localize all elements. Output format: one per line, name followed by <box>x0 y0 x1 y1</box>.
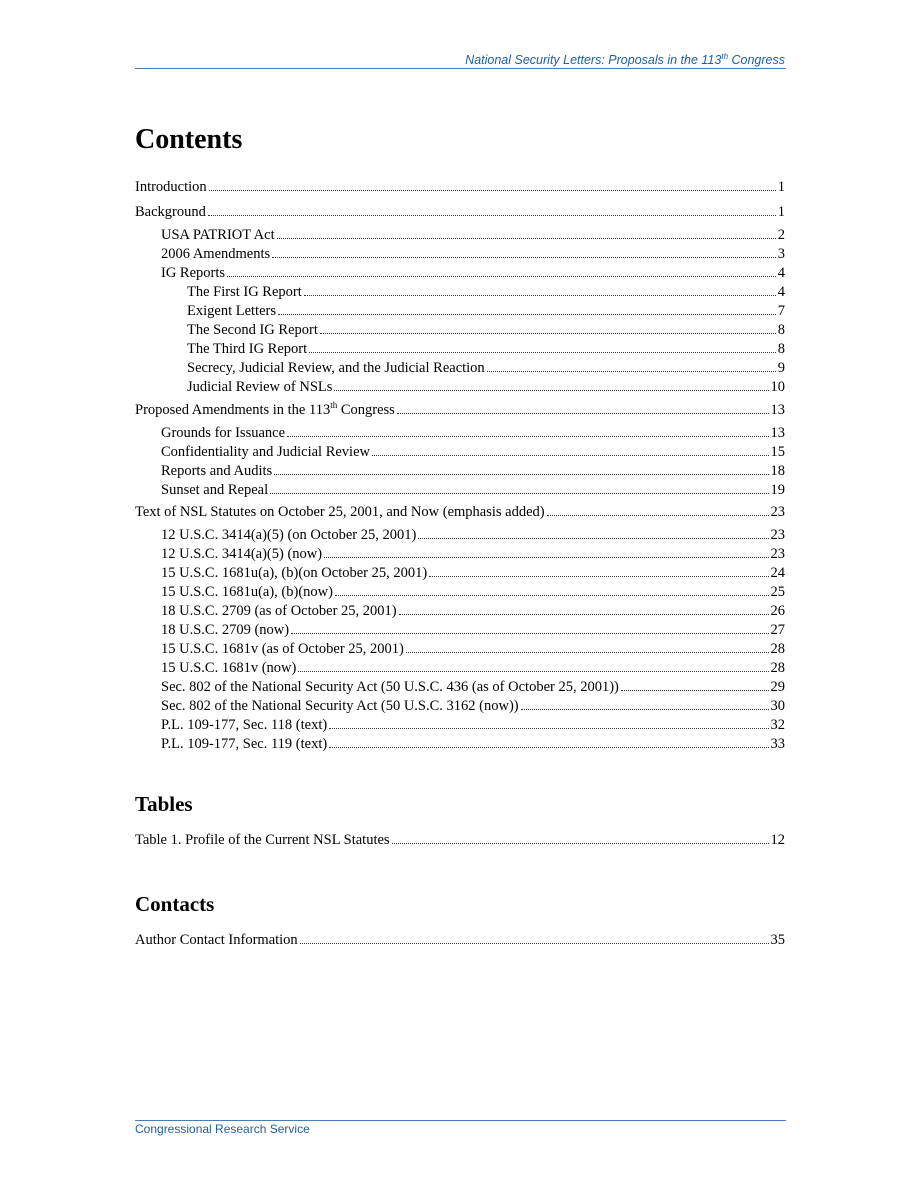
toc-entry-title: Sec. 802 of the National Security Act (50 U.S.C. 3162 (now)) <box>161 698 519 714</box>
toc-dot-leader <box>429 564 768 577</box>
toc-dot-leader <box>209 178 776 191</box>
toc-entry[interactable] <box>161 226 785 244</box>
tables-heading: Tables <box>135 792 193 816</box>
running-header <box>135 52 785 67</box>
toc-dot-leader <box>399 602 769 615</box>
toc-entry[interactable] <box>135 401 785 419</box>
toc-dot-leader <box>208 203 776 216</box>
toc-entry[interactable] <box>161 716 785 734</box>
toc-entry[interactable] <box>161 640 785 658</box>
toc-entry-title: Sunset and Repeal <box>161 482 269 498</box>
toc-entry-title: Sec. 802 of the National Security Act (50 U.S.C. 436 (as of October 25, 2001)) <box>161 679 619 695</box>
toc-page-number: 23 <box>770 546 785 562</box>
toc-entry-title: Table 1. Profile of the Current NSL Statutes <box>135 832 390 848</box>
header-rule <box>135 68 786 69</box>
toc-dot-leader <box>320 321 776 334</box>
toc-dot-leader <box>278 302 776 315</box>
toc-page-number: 12 <box>770 832 785 848</box>
toc-entry-title: 18 U.S.C. 2709 (now) <box>161 622 290 638</box>
toc-dot-leader <box>397 401 769 414</box>
toc-entry[interactable] <box>135 178 785 196</box>
toc-entry[interactable] <box>161 245 785 263</box>
toc-page-number: 24 <box>770 565 785 581</box>
toc-entry-title: 15 U.S.C. 1681v (now) <box>161 660 297 676</box>
toc-dot-leader <box>334 378 768 391</box>
toc-page-number: 1 <box>777 204 785 220</box>
toc-page-number: 23 <box>770 504 785 520</box>
toc-dot-leader <box>547 503 769 516</box>
toc-dot-leader <box>406 640 769 653</box>
toc-page-number: 29 <box>770 679 785 695</box>
toc-entry[interactable] <box>161 564 785 582</box>
toc-entry-title: Background <box>135 204 206 220</box>
toc-page-number: 7 <box>777 303 785 319</box>
toc-entry[interactable] <box>161 621 785 639</box>
toc-entry-title: 12 U.S.C. 3414(a)(5) (on October 25, 2001) <box>161 527 417 543</box>
toc-entry[interactable] <box>161 659 785 677</box>
toc-entry[interactable] <box>187 340 785 358</box>
toc-page-number: 8 <box>777 341 785 357</box>
toc-dot-leader <box>418 526 768 539</box>
running-header-suffix: Congress <box>728 53 785 68</box>
toc-entry-title: Author Contact Information <box>135 932 298 948</box>
toc-page-number: 8 <box>777 322 785 338</box>
toc-entry[interactable] <box>135 831 785 849</box>
toc-dot-leader <box>329 716 768 729</box>
toc-entry[interactable] <box>187 302 785 320</box>
toc-entry[interactable] <box>161 462 785 480</box>
toc-entry-title: IG Reports <box>161 265 226 281</box>
toc-dot-leader <box>277 226 776 239</box>
toc-entry-title: Judicial Review of NSLs <box>187 379 333 395</box>
toc-entry-title: 15 U.S.C. 1681u(a), (b)(on October 25, 2001) <box>161 565 428 581</box>
toc-dot-leader <box>335 583 769 596</box>
toc-entry[interactable] <box>161 602 785 620</box>
toc-entry-title: The Second IG Report <box>187 322 318 338</box>
toc-entry[interactable] <box>161 583 785 601</box>
toc-entry[interactable] <box>135 203 785 221</box>
toc-page-number: 18 <box>770 463 785 479</box>
toc-dot-leader <box>329 735 768 748</box>
toc-page-number: 28 <box>770 641 785 657</box>
toc-entry[interactable] <box>187 378 785 396</box>
running-header-prefix: National Security Letters: Proposals in the 113 <box>465 53 722 68</box>
toc-page-number: 3 <box>777 246 785 262</box>
toc-entry-superscript: th <box>330 400 338 411</box>
toc-entry[interactable] <box>135 931 785 949</box>
toc-dot-leader <box>298 659 768 672</box>
toc-entry-title: USA PATRIOT Act <box>161 227 275 243</box>
toc-dot-leader <box>227 264 776 277</box>
toc-entry[interactable] <box>161 481 785 499</box>
toc-entry-title: Confidentiality and Judicial Review <box>161 444 370 460</box>
toc-dot-leader <box>270 481 768 494</box>
toc-entry-title: The Third IG Report <box>187 341 308 357</box>
footer-rule <box>135 1120 786 1121</box>
toc-entry[interactable] <box>161 264 785 282</box>
running-header-superscript: th <box>721 52 729 61</box>
toc-page-number: 4 <box>777 284 785 300</box>
toc-dot-leader <box>291 621 768 634</box>
contacts-heading: Contacts <box>135 892 215 916</box>
toc-dot-leader <box>309 340 776 353</box>
toc-page-number: 33 <box>770 736 785 752</box>
toc-page-number: 28 <box>770 660 785 676</box>
toc-entry-title: P.L. 109-177, Sec. 119 (text) <box>161 736 328 752</box>
toc-entry-title: The First IG Report <box>187 284 302 300</box>
toc-entry-title: 15 U.S.C. 1681v (as of October 25, 2001) <box>161 641 404 657</box>
toc-entry-title: Grounds for Issuance <box>161 425 286 441</box>
toc-entry-title: P.L. 109-177, Sec. 118 (text) <box>161 717 328 733</box>
toc-page-number: 23 <box>770 527 785 543</box>
toc-page-number: 25 <box>770 584 785 600</box>
toc-dot-leader <box>287 424 768 437</box>
toc-entry-title: 12 U.S.C. 3414(a)(5) (now) <box>161 546 323 562</box>
toc-page-number: 2 <box>777 227 785 243</box>
toc-entry[interactable] <box>187 321 785 339</box>
toc-page-number: 32 <box>770 717 785 733</box>
toc-page-number: 15 <box>770 444 785 460</box>
toc-entry-title: Proposed Amendments in the 113th Congress <box>135 400 395 418</box>
toc-page-number: 26 <box>770 603 785 619</box>
toc-dot-leader <box>521 697 769 710</box>
toc-dot-leader <box>274 462 768 475</box>
toc-dot-leader <box>300 931 769 944</box>
toc-entry[interactable] <box>161 545 785 563</box>
toc-dot-leader <box>392 831 769 844</box>
toc-entry[interactable] <box>135 503 785 521</box>
toc-dot-leader <box>272 245 776 258</box>
toc-page-number: 4 <box>777 265 785 281</box>
toc-entry-title: Reports and Audits <box>161 463 273 479</box>
toc-entry[interactable] <box>161 735 785 753</box>
toc-page-number: 9 <box>777 360 785 376</box>
toc-entry-title: Introduction <box>135 179 207 195</box>
footer-text: Congressional Research Service <box>135 1122 310 1136</box>
toc-dot-leader <box>304 283 776 296</box>
toc-entry[interactable] <box>161 526 785 544</box>
toc-entry-title: 18 U.S.C. 2709 (as of October 25, 2001) <box>161 603 397 619</box>
toc-entry-title: Text of NSL Statutes on October 25, 2001, and Now (emphasis added) <box>135 504 545 520</box>
toc-dot-leader <box>621 678 769 691</box>
toc-entry[interactable] <box>161 697 785 715</box>
toc-page-number: 13 <box>770 425 785 441</box>
toc-entry[interactable] <box>187 359 785 377</box>
toc-dot-leader <box>324 545 768 558</box>
toc-dot-leader <box>487 359 776 372</box>
contents-heading: Contents <box>135 124 243 155</box>
toc-page-number: 35 <box>770 932 785 948</box>
toc-page-number: 19 <box>770 482 785 498</box>
toc-entry[interactable] <box>187 283 785 301</box>
toc-entry[interactable] <box>161 678 785 696</box>
toc-entry-title: 2006 Amendments <box>161 246 271 262</box>
toc-entry[interactable] <box>161 443 785 461</box>
toc-entry-title: 15 U.S.C. 1681u(a), (b)(now) <box>161 584 333 600</box>
toc-page-number: 30 <box>770 698 785 714</box>
toc-entry-title: Exigent Letters <box>187 303 276 319</box>
toc-entry-title: Secrecy, Judicial Review, and the Judicial Reaction <box>187 360 485 376</box>
toc-entry[interactable] <box>161 424 785 442</box>
toc-page-number: 27 <box>770 622 785 638</box>
toc-page-number: 10 <box>770 379 785 395</box>
toc-page-number: 13 <box>770 402 785 418</box>
toc-dot-leader <box>372 443 769 456</box>
toc-page-number: 1 <box>777 179 785 195</box>
